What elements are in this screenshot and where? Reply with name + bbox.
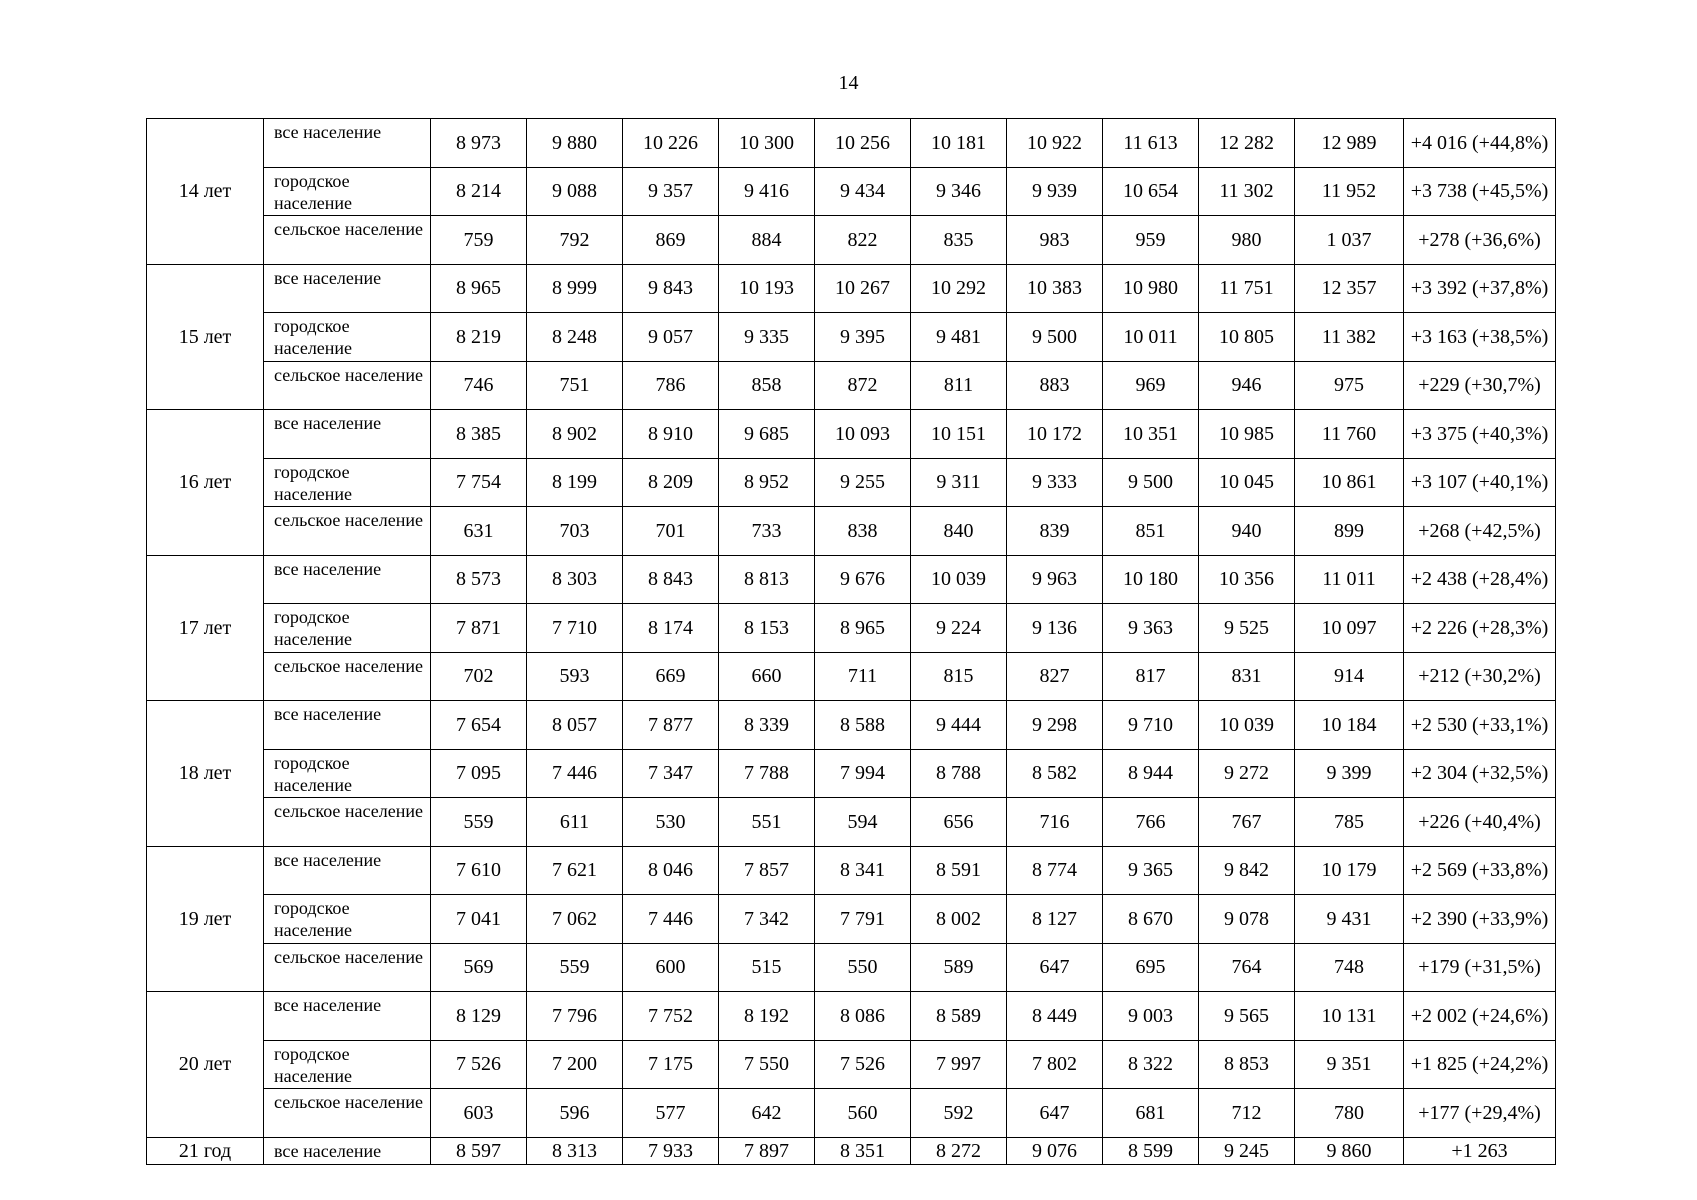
category-cell: городское население <box>264 167 431 216</box>
category-cell: городское население <box>264 895 431 944</box>
value-cell: 7 200 <box>527 1040 623 1089</box>
value-cell: 838 <box>815 507 911 556</box>
value-cell: 10 039 <box>911 555 1007 604</box>
value-cell: 716 <box>1007 798 1103 847</box>
value-cell: 7 610 <box>431 846 527 895</box>
table-row <box>147 701 1556 750</box>
value-cell: 9 333 <box>1007 458 1103 507</box>
value-cell: 10 172 <box>1007 410 1103 459</box>
value-cell: 7 796 <box>527 992 623 1041</box>
value-cell: 759 <box>431 216 527 265</box>
value-cell: 560 <box>815 1089 911 1138</box>
value-cell: 9 500 <box>1007 313 1103 362</box>
value-cell: 8 599 <box>1103 1137 1199 1164</box>
value-cell: 8 339 <box>719 701 815 750</box>
value-cell: 11 302 <box>1199 167 1295 216</box>
value-cell: 12 282 <box>1199 119 1295 168</box>
value-cell: 746 <box>431 361 527 410</box>
value-cell: 7 041 <box>431 895 527 944</box>
value-cell: 9 842 <box>1199 846 1295 895</box>
value-cell: 7 654 <box>431 701 527 750</box>
category-cell: сельское население <box>264 943 431 992</box>
value-cell: 9 434 <box>815 167 911 216</box>
value-cell: 884 <box>719 216 815 265</box>
table-row <box>147 652 1556 701</box>
table-row <box>147 1040 1556 1089</box>
value-cell: 7 342 <box>719 895 815 944</box>
value-cell: 831 <box>1199 652 1295 701</box>
value-cell: 872 <box>815 361 911 410</box>
value-cell: 9 444 <box>911 701 1007 750</box>
value-cell: 10 805 <box>1199 313 1295 362</box>
table-row <box>147 264 1556 313</box>
value-cell: 7 446 <box>623 895 719 944</box>
change-cell: +278 (+36,6%) <box>1404 216 1556 265</box>
age-group-cell: 16 лет <box>147 410 264 556</box>
value-cell: 827 <box>1007 652 1103 701</box>
value-cell: 711 <box>815 652 911 701</box>
value-cell: 792 <box>527 216 623 265</box>
value-cell: 8 588 <box>815 701 911 750</box>
value-cell: 11 952 <box>1295 167 1404 216</box>
value-cell: 8 303 <box>527 555 623 604</box>
value-cell: 10 300 <box>719 119 815 168</box>
value-cell: 10 179 <box>1295 846 1404 895</box>
value-cell: 9 335 <box>719 313 815 362</box>
value-cell: 8 313 <box>527 1137 623 1164</box>
category-cell: все население <box>264 701 431 750</box>
age-group-cell: 14 лет <box>147 119 264 265</box>
value-cell: 11 011 <box>1295 555 1404 604</box>
value-cell: 839 <box>1007 507 1103 556</box>
change-cell: +3 163 (+38,5%) <box>1404 313 1556 362</box>
value-cell: 8 449 <box>1007 992 1103 1041</box>
value-cell: 9 860 <box>1295 1137 1404 1164</box>
change-cell: +1 825 (+24,2%) <box>1404 1040 1556 1089</box>
category-cell: городское население <box>264 749 431 798</box>
category-cell: сельское население <box>264 1089 431 1138</box>
value-cell: 9 078 <box>1199 895 1295 944</box>
value-cell: 10 184 <box>1295 701 1404 750</box>
change-cell: +4 016 (+44,8%) <box>1404 119 1556 168</box>
table-row <box>147 604 1556 653</box>
value-cell: 11 613 <box>1103 119 1199 168</box>
category-cell: сельское население <box>264 652 431 701</box>
change-cell: +2 569 (+33,8%) <box>1404 846 1556 895</box>
value-cell: 10 151 <box>911 410 1007 459</box>
value-cell: 8 002 <box>911 895 1007 944</box>
value-cell: 7 802 <box>1007 1040 1103 1089</box>
value-cell: 8 153 <box>719 604 815 653</box>
value-cell: 8 209 <box>623 458 719 507</box>
value-cell: 11 751 <box>1199 264 1295 313</box>
value-cell: 7 621 <box>527 846 623 895</box>
category-cell: городское население <box>264 604 431 653</box>
change-cell: +212 (+30,2%) <box>1404 652 1556 701</box>
table-row <box>147 216 1556 265</box>
category-cell: сельское население <box>264 361 431 410</box>
value-cell: 642 <box>719 1089 815 1138</box>
value-cell: 9 245 <box>1199 1137 1295 1164</box>
value-cell: 7 933 <box>623 1137 719 1164</box>
value-cell: 7 175 <box>623 1040 719 1089</box>
value-cell: 647 <box>1007 1089 1103 1138</box>
value-cell: 9 272 <box>1199 749 1295 798</box>
change-cell: +3 107 (+40,1%) <box>1404 458 1556 507</box>
value-cell: 592 <box>911 1089 1007 1138</box>
value-cell: 10 861 <box>1295 458 1404 507</box>
value-cell: 551 <box>719 798 815 847</box>
value-cell: 9 357 <box>623 167 719 216</box>
value-cell: 8 965 <box>815 604 911 653</box>
change-cell: +2 438 (+28,4%) <box>1404 555 1556 604</box>
value-cell: 559 <box>527 943 623 992</box>
value-cell: 594 <box>815 798 911 847</box>
value-cell: 8 774 <box>1007 846 1103 895</box>
value-cell: 10 181 <box>911 119 1007 168</box>
value-cell: 8 129 <box>431 992 527 1041</box>
table-row <box>147 1137 1556 1164</box>
value-cell: 980 <box>1199 216 1295 265</box>
category-cell: городское население <box>264 1040 431 1089</box>
value-cell: 7 095 <box>431 749 527 798</box>
value-cell: 647 <box>1007 943 1103 992</box>
value-cell: 9 939 <box>1007 167 1103 216</box>
value-cell: 10 922 <box>1007 119 1103 168</box>
value-cell: 9 076 <box>1007 1137 1103 1164</box>
age-group-cell: 15 лет <box>147 264 264 410</box>
value-cell: 7 754 <box>431 458 527 507</box>
value-cell: 7 791 <box>815 895 911 944</box>
value-cell: 9 136 <box>1007 604 1103 653</box>
value-cell: 883 <box>1007 361 1103 410</box>
value-cell: 748 <box>1295 943 1404 992</box>
value-cell: 8 965 <box>431 264 527 313</box>
value-cell: 10 256 <box>815 119 911 168</box>
value-cell: 764 <box>1199 943 1295 992</box>
value-cell: 10 093 <box>815 410 911 459</box>
value-cell: 8 853 <box>1199 1040 1295 1089</box>
value-cell: 9 481 <box>911 313 1007 362</box>
category-cell: все население <box>264 555 431 604</box>
value-cell: 10 131 <box>1295 992 1404 1041</box>
value-cell: 7 062 <box>527 895 623 944</box>
value-cell: 9 685 <box>719 410 815 459</box>
value-cell: 611 <box>527 798 623 847</box>
category-cell: все население <box>264 410 431 459</box>
value-cell: 12 357 <box>1295 264 1404 313</box>
value-cell: 11 382 <box>1295 313 1404 362</box>
change-cell: +3 738 (+45,5%) <box>1404 167 1556 216</box>
value-cell: 914 <box>1295 652 1404 701</box>
value-cell: 9 565 <box>1199 992 1295 1041</box>
value-cell: 8 341 <box>815 846 911 895</box>
value-cell: 631 <box>431 507 527 556</box>
value-cell: 7 997 <box>911 1040 1007 1089</box>
table-body <box>147 119 1556 1165</box>
value-cell: 702 <box>431 652 527 701</box>
value-cell: 12 989 <box>1295 119 1404 168</box>
value-cell: 8 591 <box>911 846 1007 895</box>
age-group-cell: 18 лет <box>147 701 264 847</box>
value-cell: 8 248 <box>527 313 623 362</box>
table-row <box>147 507 1556 556</box>
value-cell: 9 525 <box>1199 604 1295 653</box>
value-cell: 10 011 <box>1103 313 1199 362</box>
value-cell: 8 843 <box>623 555 719 604</box>
value-cell: 8 272 <box>911 1137 1007 1164</box>
value-cell: 9 003 <box>1103 992 1199 1041</box>
value-cell: 10 292 <box>911 264 1007 313</box>
value-cell: 11 760 <box>1295 410 1404 459</box>
value-cell: 8 944 <box>1103 749 1199 798</box>
value-cell: 733 <box>719 507 815 556</box>
value-cell: 8 057 <box>527 701 623 750</box>
value-cell: 815 <box>911 652 1007 701</box>
change-cell: +2 390 (+33,9%) <box>1404 895 1556 944</box>
value-cell: 669 <box>623 652 719 701</box>
value-cell: 603 <box>431 1089 527 1138</box>
table-row <box>147 846 1556 895</box>
value-cell: 9 088 <box>527 167 623 216</box>
value-cell: 840 <box>911 507 1007 556</box>
value-cell: 780 <box>1295 1089 1404 1138</box>
value-cell: 975 <box>1295 361 1404 410</box>
category-cell: все население <box>264 846 431 895</box>
value-cell: 940 <box>1199 507 1295 556</box>
value-cell: 8 046 <box>623 846 719 895</box>
table-row <box>147 749 1556 798</box>
value-cell: 8 589 <box>911 992 1007 1041</box>
value-cell: 835 <box>911 216 1007 265</box>
value-cell: 946 <box>1199 361 1295 410</box>
change-cell: +2 002 (+24,6%) <box>1404 992 1556 1041</box>
value-cell: 10 654 <box>1103 167 1199 216</box>
category-cell: сельское население <box>264 216 431 265</box>
category-cell: городское население <box>264 313 431 362</box>
value-cell: 8 582 <box>1007 749 1103 798</box>
value-cell: 559 <box>431 798 527 847</box>
value-cell: 8 788 <box>911 749 1007 798</box>
value-cell: 9 500 <box>1103 458 1199 507</box>
value-cell: 7 550 <box>719 1040 815 1089</box>
value-cell: 10 045 <box>1199 458 1295 507</box>
value-cell: 589 <box>911 943 1007 992</box>
value-cell: 569 <box>431 943 527 992</box>
value-cell: 600 <box>623 943 719 992</box>
table-row <box>147 943 1556 992</box>
change-cell: +3 392 (+37,8%) <box>1404 264 1556 313</box>
change-cell: +268 (+42,5%) <box>1404 507 1556 556</box>
value-cell: 8 813 <box>719 555 815 604</box>
table-row <box>147 167 1556 216</box>
page-number: 14 <box>838 72 859 94</box>
value-cell: 9 431 <box>1295 895 1404 944</box>
value-cell: 969 <box>1103 361 1199 410</box>
value-cell: 785 <box>1295 798 1404 847</box>
value-cell: 9 395 <box>815 313 911 362</box>
value-cell: 8 192 <box>719 992 815 1041</box>
value-cell: 751 <box>527 361 623 410</box>
value-cell: 869 <box>623 216 719 265</box>
value-cell: 766 <box>1103 798 1199 847</box>
change-cell: +1 263 <box>1404 1137 1556 1164</box>
value-cell: 7 752 <box>623 992 719 1041</box>
age-group-cell: 19 лет <box>147 846 264 992</box>
value-cell: 8 219 <box>431 313 527 362</box>
change-cell: +2 304 (+32,5%) <box>1404 749 1556 798</box>
value-cell: 786 <box>623 361 719 410</box>
table-row <box>147 458 1556 507</box>
value-cell: 983 <box>1007 216 1103 265</box>
change-cell: +229 (+30,7%) <box>1404 361 1556 410</box>
value-cell: 660 <box>719 652 815 701</box>
value-cell: 817 <box>1103 652 1199 701</box>
category-cell: городское население <box>264 458 431 507</box>
value-cell: 10 180 <box>1103 555 1199 604</box>
change-cell: +226 (+40,4%) <box>1404 798 1556 847</box>
value-cell: 550 <box>815 943 911 992</box>
value-cell: 9 311 <box>911 458 1007 507</box>
value-cell: 10 985 <box>1199 410 1295 459</box>
value-cell: 8 973 <box>431 119 527 168</box>
change-cell: +179 (+31,5%) <box>1404 943 1556 992</box>
value-cell: 7 788 <box>719 749 815 798</box>
value-cell: 703 <box>527 507 623 556</box>
value-cell: 767 <box>1199 798 1295 847</box>
value-cell: 9 351 <box>1295 1040 1404 1089</box>
value-cell: 9 363 <box>1103 604 1199 653</box>
value-cell: 9 710 <box>1103 701 1199 750</box>
value-cell: 8 952 <box>719 458 815 507</box>
value-cell: 9 057 <box>623 313 719 362</box>
table-row <box>147 410 1556 459</box>
value-cell: 8 174 <box>623 604 719 653</box>
table-row <box>147 895 1556 944</box>
value-cell: 10 193 <box>719 264 815 313</box>
table-row <box>147 798 1556 847</box>
value-cell: 7 710 <box>527 604 623 653</box>
value-cell: 7 857 <box>719 846 815 895</box>
value-cell: 822 <box>815 216 911 265</box>
age-group-cell: 17 лет <box>147 555 264 701</box>
value-cell: 851 <box>1103 507 1199 556</box>
value-cell: 10 383 <box>1007 264 1103 313</box>
category-cell: все население <box>264 1137 431 1164</box>
table-row <box>147 313 1556 362</box>
value-cell: 10 039 <box>1199 701 1295 750</box>
value-cell: 9 298 <box>1007 701 1103 750</box>
value-cell: 10 267 <box>815 264 911 313</box>
value-cell: 8 322 <box>1103 1040 1199 1089</box>
value-cell: 8 086 <box>815 992 911 1041</box>
value-cell: 8 597 <box>431 1137 527 1164</box>
value-cell: 10 356 <box>1199 555 1295 604</box>
change-cell: +3 375 (+40,3%) <box>1404 410 1556 459</box>
change-cell: +177 (+29,4%) <box>1404 1089 1556 1138</box>
value-cell: 7 994 <box>815 749 911 798</box>
value-cell: 8 127 <box>1007 895 1103 944</box>
value-cell: 959 <box>1103 216 1199 265</box>
value-cell: 701 <box>623 507 719 556</box>
age-group-cell: 20 лет <box>147 992 264 1138</box>
value-cell: 681 <box>1103 1089 1199 1138</box>
value-cell: 9 843 <box>623 264 719 313</box>
value-cell: 8 670 <box>1103 895 1199 944</box>
value-cell: 577 <box>623 1089 719 1138</box>
value-cell: 10 980 <box>1103 264 1199 313</box>
table-row <box>147 992 1556 1041</box>
table-row <box>147 361 1556 410</box>
population-table <box>146 118 1556 1165</box>
value-cell: 9 346 <box>911 167 1007 216</box>
value-cell: 712 <box>1199 1089 1295 1138</box>
value-cell: 9 224 <box>911 604 1007 653</box>
value-cell: 7 446 <box>527 749 623 798</box>
category-cell: все население <box>264 992 431 1041</box>
change-cell: +2 226 (+28,3%) <box>1404 604 1556 653</box>
value-cell: 9 676 <box>815 555 911 604</box>
value-cell: 7 526 <box>431 1040 527 1089</box>
value-cell: 10 226 <box>623 119 719 168</box>
value-cell: 8 351 <box>815 1137 911 1164</box>
value-cell: 8 999 <box>527 264 623 313</box>
value-cell: 899 <box>1295 507 1404 556</box>
value-cell: 1 037 <box>1295 216 1404 265</box>
value-cell: 515 <box>719 943 815 992</box>
value-cell: 596 <box>527 1089 623 1138</box>
value-cell: 530 <box>623 798 719 847</box>
value-cell: 10 097 <box>1295 604 1404 653</box>
value-cell: 7 897 <box>719 1137 815 1164</box>
category-cell: все население <box>264 264 431 313</box>
age-group-cell: 21 год <box>147 1137 264 1164</box>
value-cell: 7 347 <box>623 749 719 798</box>
table-row <box>147 1089 1556 1138</box>
value-cell: 8 199 <box>527 458 623 507</box>
value-cell: 9 255 <box>815 458 911 507</box>
value-cell: 695 <box>1103 943 1199 992</box>
category-cell: сельское население <box>264 798 431 847</box>
value-cell: 8 910 <box>623 410 719 459</box>
category-cell: все население <box>264 119 431 168</box>
value-cell: 8 214 <box>431 167 527 216</box>
value-cell: 656 <box>911 798 1007 847</box>
value-cell: 7 877 <box>623 701 719 750</box>
value-cell: 9 399 <box>1295 749 1404 798</box>
category-cell: сельское население <box>264 507 431 556</box>
value-cell: 8 902 <box>527 410 623 459</box>
value-cell: 9 365 <box>1103 846 1199 895</box>
table-row <box>147 119 1556 168</box>
value-cell: 8 573 <box>431 555 527 604</box>
value-cell: 811 <box>911 361 1007 410</box>
change-cell: +2 530 (+33,1%) <box>1404 701 1556 750</box>
value-cell: 10 351 <box>1103 410 1199 459</box>
value-cell: 7 871 <box>431 604 527 653</box>
value-cell: 9 416 <box>719 167 815 216</box>
value-cell: 858 <box>719 361 815 410</box>
value-cell: 9 963 <box>1007 555 1103 604</box>
value-cell: 9 880 <box>527 119 623 168</box>
value-cell: 593 <box>527 652 623 701</box>
value-cell: 7 526 <box>815 1040 911 1089</box>
table-row <box>147 555 1556 604</box>
value-cell: 8 385 <box>431 410 527 459</box>
